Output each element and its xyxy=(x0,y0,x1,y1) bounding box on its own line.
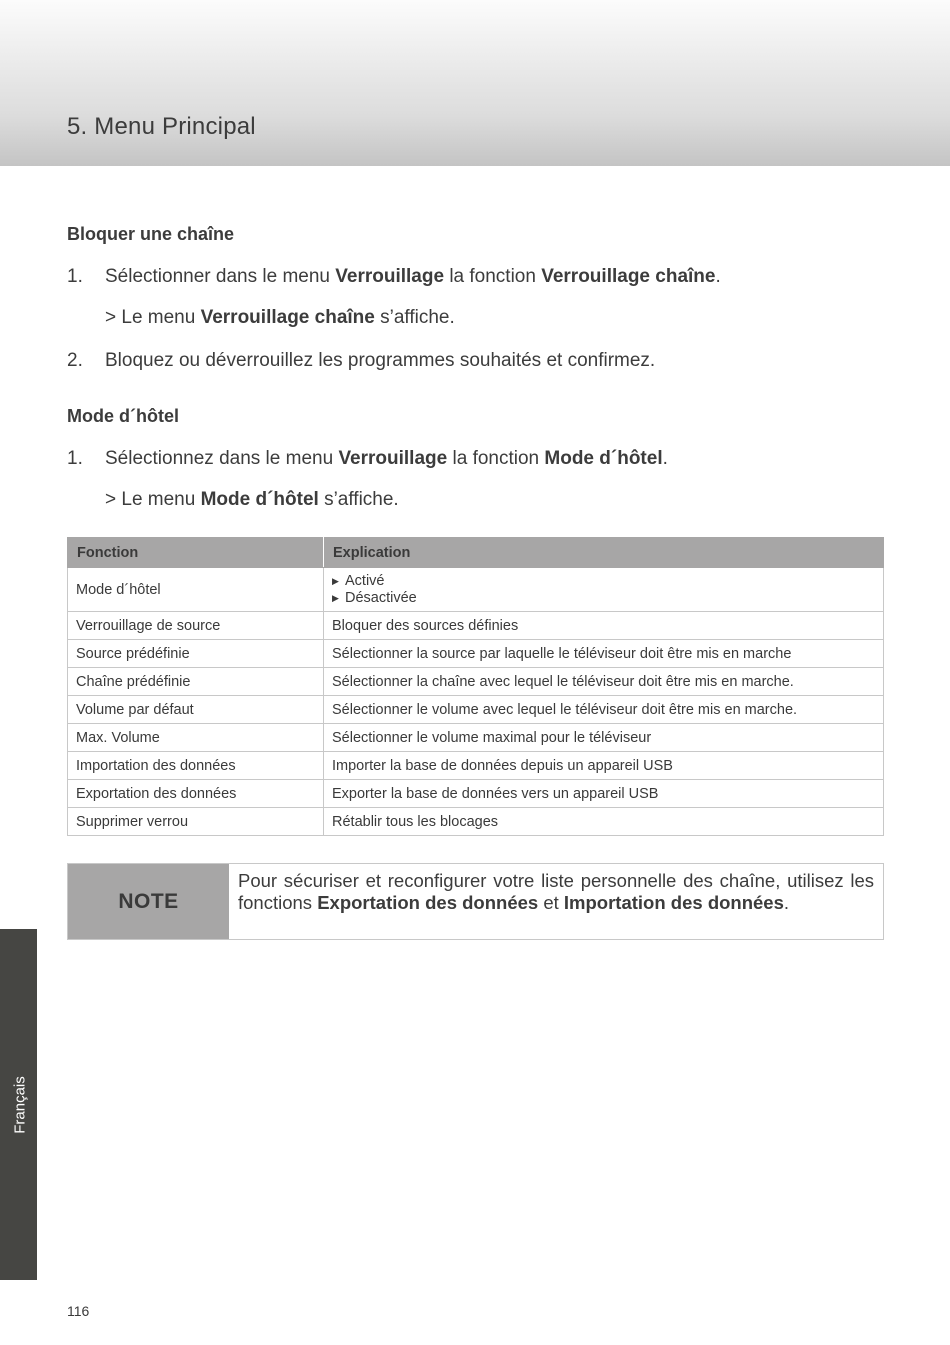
table-cell-fonction: Volume par défaut xyxy=(68,696,324,724)
step-text: Bloquez ou déverrouillez les programmes souhaités et confirmez. xyxy=(105,350,656,371)
table-row xyxy=(68,808,884,836)
table-cell-fonction: Supprimer verrou xyxy=(68,808,324,836)
result-text: s’affiche. xyxy=(374,307,455,328)
table-cell-options xyxy=(324,568,884,612)
table-cell-fonction: Chaîne prédéfinie xyxy=(68,668,324,696)
table-row xyxy=(68,668,884,696)
result-text: s’affiche. xyxy=(318,489,399,510)
option-label: Activé xyxy=(345,572,385,589)
note-label: NOTE xyxy=(68,864,229,939)
table-row xyxy=(68,696,884,724)
header-explication: Explication xyxy=(324,538,884,568)
note-text xyxy=(229,864,883,939)
table-row xyxy=(68,612,884,640)
step-text: Sélectionnez dans le menu xyxy=(105,448,339,469)
step-number: 1. xyxy=(67,266,83,287)
page-header xyxy=(0,0,950,166)
step-bold: Verrouillage xyxy=(338,448,448,469)
step-2-bloquer xyxy=(67,350,907,372)
table-cell-explication: Sélectionner le volume maximal pour le téléviseur xyxy=(324,724,884,752)
step-text: . xyxy=(715,266,721,287)
note-text-part: Pour sécuriser et reconfigurer votre liste personnelle des chaîne, utilisez les fonctions xyxy=(238,870,874,913)
table-row xyxy=(68,780,884,808)
table-header-row xyxy=(68,538,884,568)
table-cell-fonction: Verrouillage de source xyxy=(68,612,324,640)
section-title-hotel: Mode d´hôtel xyxy=(67,406,179,426)
table-row xyxy=(68,568,884,612)
step-text: . xyxy=(662,448,668,469)
step-text: la fonction xyxy=(444,266,542,287)
table-cell-explication: Sélectionner la source par laquelle le téléviseur doit être mis en marche xyxy=(324,640,884,668)
table-row xyxy=(68,752,884,780)
result-text: > Le menu xyxy=(105,489,201,510)
step-1-bloquer xyxy=(67,266,907,288)
table-cell-fonction: Importation des données xyxy=(68,752,324,780)
language-label: Français xyxy=(11,1076,29,1134)
table-cell-explication: Sélectionner la chaîne avec lequel le téléviseur doit être mis en marche. xyxy=(324,668,884,696)
header-fonction: Fonction xyxy=(68,538,324,568)
option-item xyxy=(332,573,875,590)
table-cell-explication: Rétablir tous les blocages xyxy=(324,808,884,836)
section-title-bloquer: Bloquer une chaîne xyxy=(67,224,235,244)
note-bold: Importation des données xyxy=(563,891,784,913)
page-title: 5. Menu Principal xyxy=(67,113,256,140)
step-text: Sélectionner dans le menu xyxy=(105,266,336,287)
table-row xyxy=(68,724,884,752)
note-box xyxy=(67,863,884,940)
note-bold: Exportation des données xyxy=(317,891,539,913)
table-row xyxy=(68,640,884,668)
step-1-hotel xyxy=(67,448,907,470)
triangle-right-icon: ▶ xyxy=(332,592,339,603)
table-cell-fonction: Max. Volume xyxy=(68,724,324,752)
table-cell-fonction: Mode d´hôtel xyxy=(68,568,324,612)
option-label: Désactivée xyxy=(345,589,417,606)
page-number: 116 xyxy=(67,1303,90,1319)
function-table xyxy=(67,537,884,836)
step-number: 2. xyxy=(67,350,83,371)
result-1-hotel xyxy=(105,489,399,511)
note-text-part: et xyxy=(538,891,564,913)
table-cell-explication: Exporter la base de données vers un appareil USB xyxy=(324,780,884,808)
option-item xyxy=(332,590,875,607)
result-bold: Verrouillage chaîne xyxy=(200,307,375,328)
table-cell-explication: Sélectionner le volume avec lequel le téléviseur doit être mis en marche. xyxy=(324,696,884,724)
step-text: la fonction xyxy=(447,448,545,469)
note-text-part: . xyxy=(783,891,790,913)
table-cell-explication: Importer la base de données depuis un appareil USB xyxy=(324,752,884,780)
table-cell-explication: Bloquer des sources définies xyxy=(324,612,884,640)
step-bold: Verrouillage xyxy=(335,266,445,287)
result-text: > Le menu xyxy=(105,307,201,328)
step-bold: Verrouillage chaîne xyxy=(541,266,716,287)
result-1-bloquer xyxy=(105,307,455,329)
table-cell-fonction: Exportation des données xyxy=(68,780,324,808)
step-number: 1. xyxy=(67,448,83,469)
result-bold: Mode d´hôtel xyxy=(200,489,319,510)
step-bold: Mode d´hôtel xyxy=(544,448,663,469)
table-cell-fonction: Source prédéfinie xyxy=(68,640,324,668)
triangle-right-icon: ▶ xyxy=(332,575,339,586)
